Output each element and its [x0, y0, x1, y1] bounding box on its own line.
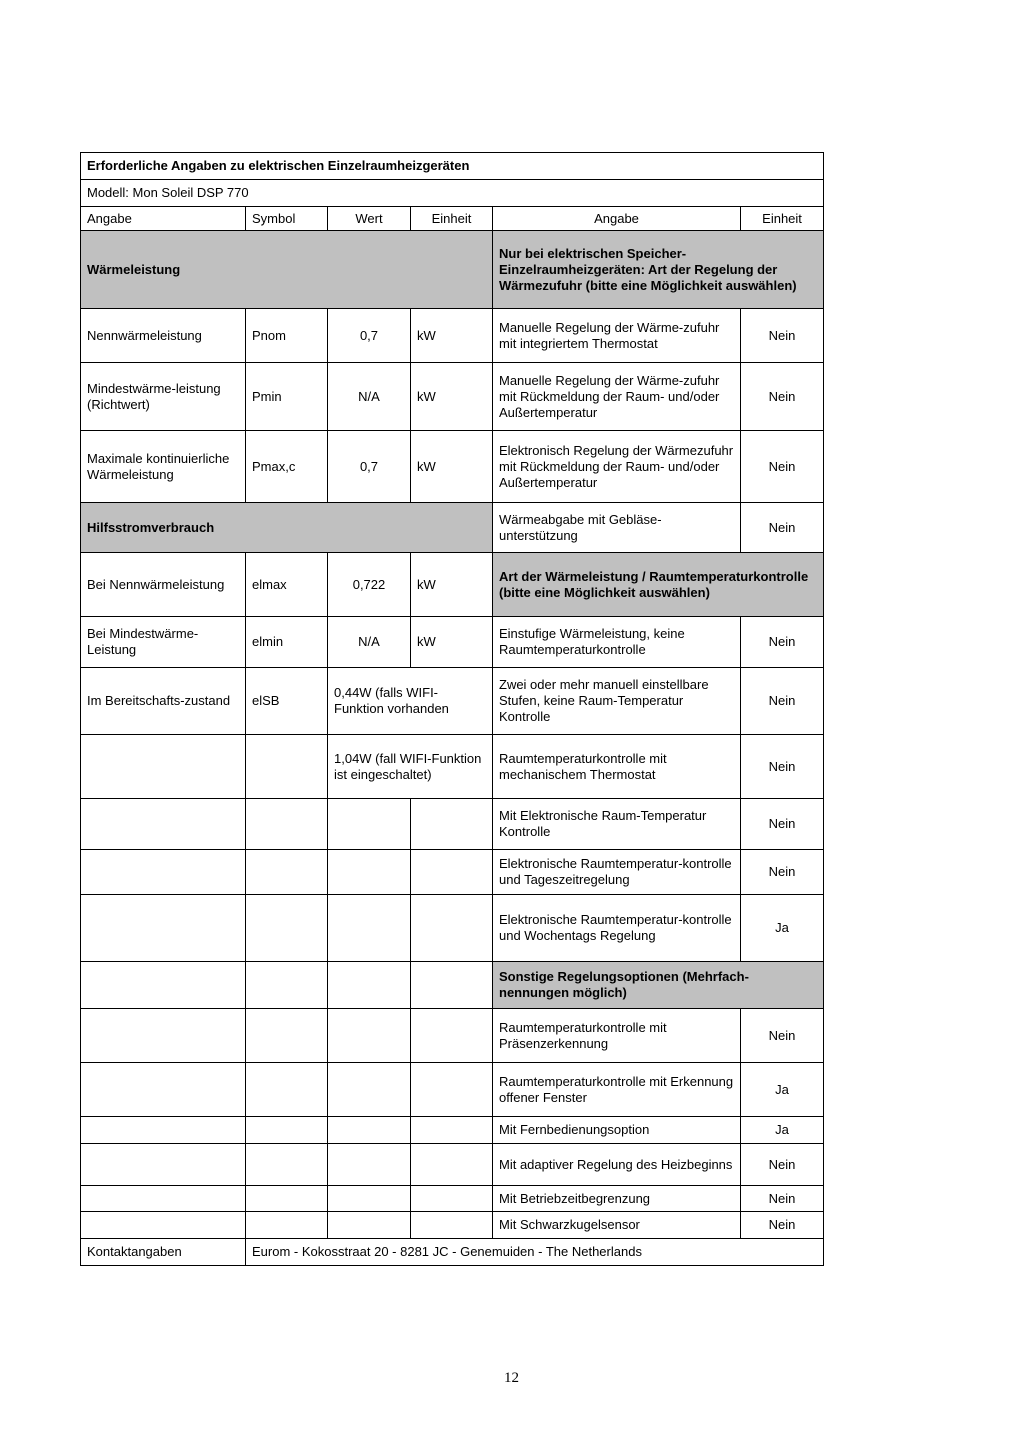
cell-einheit: kW — [411, 363, 493, 431]
cell-einheit-right: Nein — [741, 617, 824, 668]
section-hilfsstromverbrauch: Hilfsstromverbrauch — [81, 503, 493, 553]
cell-empty — [411, 1009, 493, 1063]
table-row — [81, 1117, 824, 1144]
table-row — [81, 1009, 824, 1063]
cell-einheit: kW — [411, 431, 493, 503]
cell-symbol: elmin — [246, 617, 328, 668]
header-symbol: Symbol — [246, 207, 328, 231]
cell-wert: N/A — [328, 617, 411, 668]
cell-einheit-right: Nein — [741, 1186, 824, 1212]
header-wert: Wert — [328, 207, 411, 231]
cell-einheit-right: Nein — [741, 363, 824, 431]
table-row — [81, 431, 824, 503]
cell-empty — [411, 895, 493, 962]
cell-einheit-right: Nein — [741, 1009, 824, 1063]
cell-angabe-right: Mit Schwarzkugelsensor — [493, 1212, 741, 1239]
cell-einheit: kW — [411, 553, 493, 617]
cell-empty — [81, 1063, 246, 1117]
cell-wert: N/A — [328, 363, 411, 431]
header-einheit: Einheit — [411, 207, 493, 231]
table-row — [81, 363, 824, 431]
cell-wert: 0,7 — [328, 431, 411, 503]
cell-angabe-right: Mit Fernbedienungsoption — [493, 1117, 741, 1144]
cell-empty — [246, 895, 328, 962]
cell-angabe-right: Mit adaptiver Regelung des Heizbeginns — [493, 1144, 741, 1186]
cell-empty — [246, 735, 328, 799]
section-speicher: Nur bei elektrischen Speicher-Einzelraumheizgeräten: Art der Regelung der Wärmezufuhr (bitte eine Möglichkeit auswählen) — [493, 231, 824, 309]
cell-empty — [328, 1186, 411, 1212]
cell-empty — [328, 1009, 411, 1063]
cell-symbol: Pmax,c — [246, 431, 328, 503]
cell-angabe-right: Mit Betriebzeitbegrenzung — [493, 1186, 741, 1212]
cell-einheit-right: Nein — [741, 850, 824, 895]
cell-empty — [81, 895, 246, 962]
cell-angabe-right: Raumtemperaturkontrolle mit Erkennung offener Fenster — [493, 1063, 741, 1117]
cell-empty — [246, 1117, 328, 1144]
cell-empty — [328, 895, 411, 962]
table-row — [81, 850, 824, 895]
cell-symbol: Pmin — [246, 363, 328, 431]
table-row — [81, 668, 824, 735]
cell-angabe-right: Raumtemperaturkontrolle mit mechanischem Thermostat — [493, 735, 741, 799]
cell-empty — [81, 1117, 246, 1144]
cell-einheit-right: Nein — [741, 431, 824, 503]
cell-empty — [411, 1144, 493, 1186]
cell-angabe-right: Raumtemperaturkontrolle mit Präsenzerkennung — [493, 1009, 741, 1063]
table-title: Erforderliche Angaben zu elektrischen Einzelraumheizgeräten — [81, 153, 824, 180]
header-row — [81, 207, 824, 231]
cell-einheit-right: Nein — [741, 735, 824, 799]
cell-wert: 0,44W (falls WIFI-Funktion vorhanden — [328, 668, 493, 735]
cell-angabe-right: Einstufige Wärmeleistung, keine Raumtemperaturkontrolle — [493, 617, 741, 668]
cell-angabe: Maximale kontinuierliche Wärmeleistung — [81, 431, 246, 503]
cell-empty — [411, 850, 493, 895]
cell-empty — [246, 850, 328, 895]
cell-empty — [246, 1212, 328, 1239]
table-row — [81, 1144, 824, 1186]
cell-einheit: kW — [411, 617, 493, 668]
table-row — [81, 309, 824, 363]
cell-empty — [328, 1063, 411, 1117]
cell-einheit-right: Nein — [741, 503, 824, 553]
cell-einheit-right: Nein — [741, 1144, 824, 1186]
heater-spec-table — [80, 152, 824, 1266]
cell-angabe: Im Bereitschafts-zustand — [81, 668, 246, 735]
table-row — [81, 895, 824, 962]
cell-wert: 1,04W (fall WIFI-Funktion ist eingeschaltet) — [328, 735, 493, 799]
cell-angabe-right: Wärmeabgabe mit Gebläse-unterstützung — [493, 503, 741, 553]
section-art-waermeleistung: Art der Wärmeleistung / Raumtemperaturkontrolle (bitte eine Möglichkeit auswählen) — [493, 553, 824, 617]
cell-symbol: Pnom — [246, 309, 328, 363]
cell-angabe-right: Manuelle Regelung der Wärme-zufuhr mit integriertem Thermostat — [493, 309, 741, 363]
cell-empty — [81, 799, 246, 850]
section-sonstige: Sonstige Regelungsoptionen (Mehrfach-nennungen möglich) — [493, 962, 824, 1009]
cell-einheit-right: Ja — [741, 1063, 824, 1117]
table-row — [81, 962, 824, 1009]
cell-angabe-right: Zwei oder mehr manuell einstellbare Stufen, keine Raum-Temperatur Kontrolle — [493, 668, 741, 735]
cell-einheit-right: Nein — [741, 309, 824, 363]
page-number: 12 — [504, 1370, 519, 1386]
cell-empty — [328, 799, 411, 850]
model-label: Modell: Mon Soleil DSP 770 — [81, 180, 824, 207]
cell-empty — [81, 962, 246, 1009]
cell-empty — [246, 1063, 328, 1117]
table-row — [81, 1186, 824, 1212]
cell-empty — [246, 1009, 328, 1063]
section-row-waerme — [81, 231, 824, 309]
table-row — [81, 799, 824, 850]
header-einheit-right: Einheit — [741, 207, 824, 231]
cell-empty — [411, 1117, 493, 1144]
cell-empty — [328, 1212, 411, 1239]
cell-empty — [81, 1186, 246, 1212]
cell-empty — [246, 1144, 328, 1186]
contact-label: Kontaktangaben — [81, 1239, 246, 1266]
cell-empty — [411, 799, 493, 850]
cell-wert: 0,722 — [328, 553, 411, 617]
cell-empty — [328, 850, 411, 895]
cell-angabe: Mindestwärme-leistung (Richtwert) — [81, 363, 246, 431]
cell-angabe-right: Elektronisch Regelung der Wärmezufuhr mit Rückmeldung der Raum- und/oder Außertemperatur — [493, 431, 741, 503]
cell-empty — [81, 1009, 246, 1063]
section-row-hilfsstrom — [81, 503, 824, 553]
cell-einheit-right: Nein — [741, 668, 824, 735]
cell-empty — [411, 1212, 493, 1239]
cell-empty — [411, 962, 493, 1009]
cell-angabe-right: Elektronische Raumtemperatur-kontrolle und Tageszeitregelung — [493, 850, 741, 895]
contact-row — [81, 1239, 824, 1266]
cell-empty — [328, 1144, 411, 1186]
cell-einheit: kW — [411, 309, 493, 363]
cell-wert: 0,7 — [328, 309, 411, 363]
header-angabe: Angabe — [81, 207, 246, 231]
table-row — [81, 1212, 824, 1239]
section-waermeleistung: Wärmeleistung — [81, 231, 493, 309]
table-row — [81, 735, 824, 799]
cell-symbol: elSB — [246, 668, 328, 735]
cell-angabe: Nennwärmeleistung — [81, 309, 246, 363]
table-row — [81, 617, 824, 668]
cell-einheit-right: Ja — [741, 1117, 824, 1144]
cell-empty — [328, 962, 411, 1009]
cell-empty — [328, 1117, 411, 1144]
cell-angabe: Bei Nennwärmeleistung — [81, 553, 246, 617]
cell-empty — [246, 962, 328, 1009]
cell-angabe-right: Mit Elektronische Raum-Temperatur Kontrolle — [493, 799, 741, 850]
cell-empty — [81, 1144, 246, 1186]
cell-angabe-right: Manuelle Regelung der Wärme-zufuhr mit Rückmeldung der Raum- und/oder Außertemperatur — [493, 363, 741, 431]
cell-angabe: Bei Mindestwärme-Leistung — [81, 617, 246, 668]
cell-symbol: elmax — [246, 553, 328, 617]
cell-empty — [81, 1212, 246, 1239]
table-row — [81, 553, 824, 617]
cell-angabe-right: Elektronische Raumtemperatur-kontrolle und Wochentags Regelung — [493, 895, 741, 962]
cell-empty — [81, 735, 246, 799]
cell-empty — [246, 1186, 328, 1212]
cell-empty — [81, 850, 246, 895]
cell-einheit-right: Nein — [741, 1212, 824, 1239]
cell-einheit-right: Nein — [741, 799, 824, 850]
cell-empty — [411, 1186, 493, 1212]
table-row — [81, 1063, 824, 1117]
contact-value: Eurom - Kokosstraat 20 - 8281 JC - Genemuiden - The Netherlands — [246, 1239, 824, 1266]
header-angabe-right: Angabe — [493, 207, 741, 231]
model-row — [81, 180, 824, 207]
cell-einheit-right: Ja — [741, 895, 824, 962]
cell-empty — [246, 799, 328, 850]
table-title-row — [81, 153, 824, 180]
cell-empty — [411, 1063, 493, 1117]
